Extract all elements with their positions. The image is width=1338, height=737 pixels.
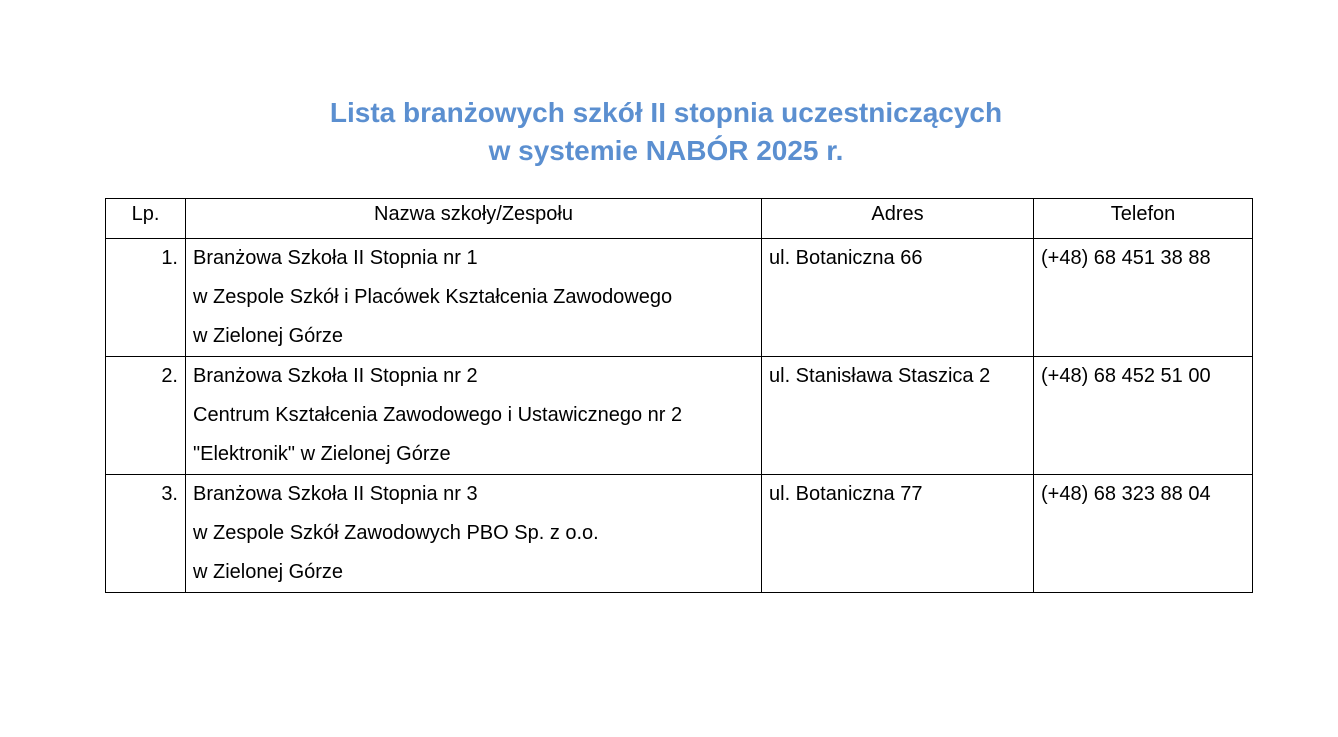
address-cell: ul. Botaniczna 77 (762, 475, 1034, 593)
school-name-line: w Zielonej Górze (193, 561, 344, 583)
header-lp: Lp. (106, 199, 186, 239)
school-name-line: Centrum Kształcenia Zawodowego i Ustawicznego nr 2 (193, 404, 683, 426)
school-name-line: "Elektronik" w Zielonej Górze (193, 443, 451, 465)
address-cell: ul. Botaniczna 66 (762, 239, 1034, 357)
school-name-line: Branżowa Szkoła II Stopnia nr 3 (193, 483, 478, 505)
school-name-cell (186, 239, 762, 357)
school-name-line: w Zielonej Górze (193, 325, 344, 347)
school-name-line: Branżowa Szkoła II Stopnia nr 1 (193, 247, 478, 269)
row-number: 3. (106, 475, 186, 593)
table-header-row (106, 199, 1253, 239)
page-title (0, 94, 1332, 170)
header-school-name: Nazwa szkoły/Zespołu (186, 199, 762, 239)
schools-table (105, 198, 1253, 593)
phone-cell: (+48) 68 451 38 88 (1034, 239, 1253, 357)
school-name-cell (186, 357, 762, 475)
school-name-line: w Zespole Szkół Zawodowych PBO Sp. z o.o. (193, 522, 599, 544)
table-row (106, 357, 1253, 475)
row-number: 1. (106, 239, 186, 357)
phone-cell: (+48) 68 452 51 00 (1034, 357, 1253, 475)
address-cell: ul. Stanisława Staszica 2 (762, 357, 1034, 475)
school-name-line: Branżowa Szkoła II Stopnia nr 2 (193, 365, 478, 387)
header-phone: Telefon (1034, 199, 1253, 239)
page-title-line-2: w systemie NABÓR 2025 r. (488, 135, 844, 166)
table-row (106, 475, 1253, 593)
school-name-line: w Zespole Szkół i Placówek Kształcenia Zawodowego (193, 286, 673, 308)
header-address: Adres (762, 199, 1034, 239)
table-row (106, 239, 1253, 357)
page-title-line-1: Lista branżowych szkół II stopnia uczestniczących (329, 97, 1003, 128)
phone-cell: (+48) 68 323 88 04 (1034, 475, 1253, 593)
school-name-cell (186, 475, 762, 593)
row-number: 2. (106, 357, 186, 475)
